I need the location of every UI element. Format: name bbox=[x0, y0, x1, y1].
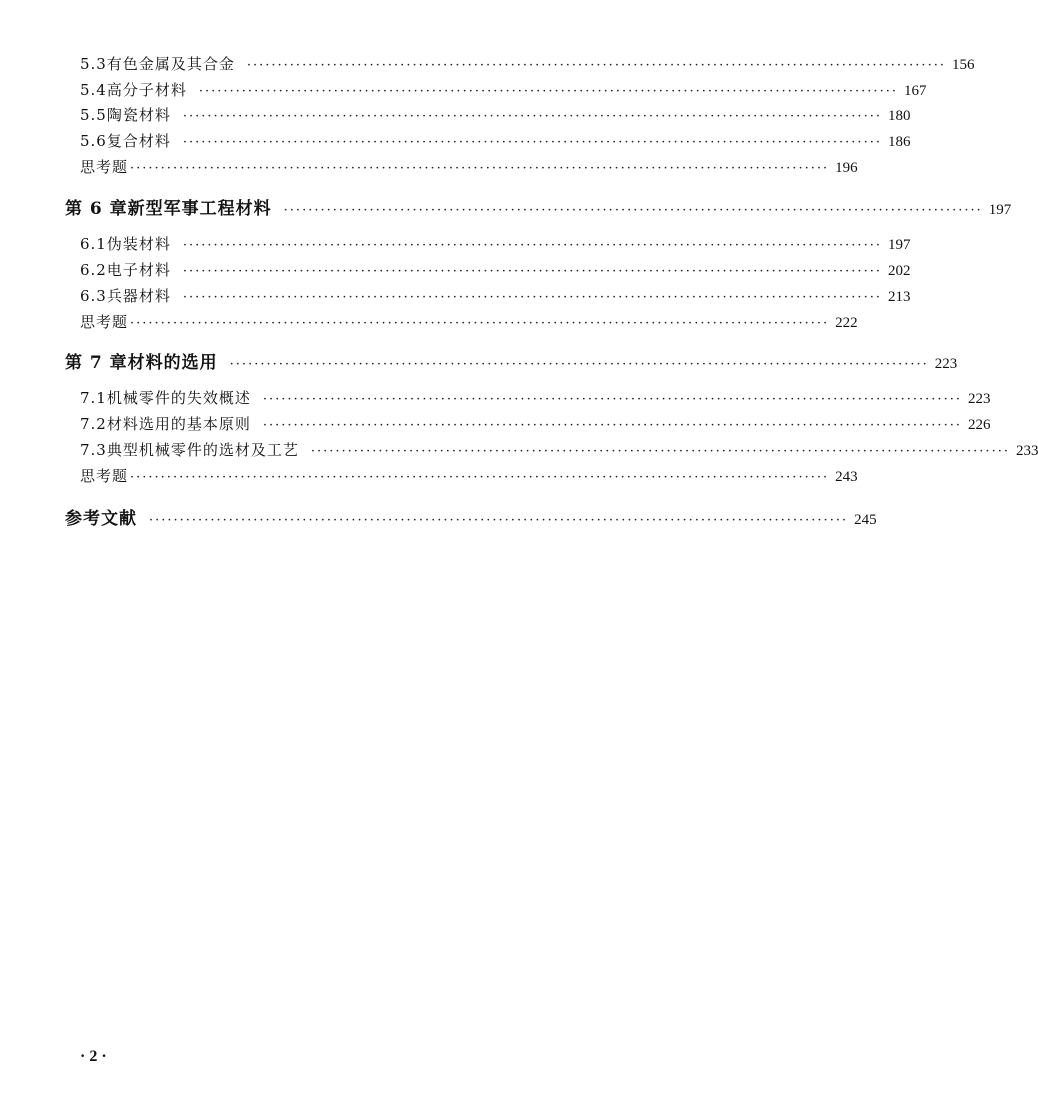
dot-leader: ·················································································································· bbox=[246, 58, 946, 73]
section-number: 6.3 bbox=[80, 287, 107, 305]
toc-entry-7-3[interactable] bbox=[80, 439, 1038, 460]
page-number: 196 bbox=[835, 160, 858, 176]
section-number: 5.3 bbox=[80, 55, 107, 73]
toc-entry-6-2[interactable] bbox=[80, 259, 911, 280]
dot-leader: ·················································································································· bbox=[262, 418, 962, 433]
section-title: 材料选用的基本原则 bbox=[106, 415, 251, 433]
section-title: 复合材料 bbox=[106, 132, 171, 150]
dot-leader: ·················································································································· bbox=[310, 444, 1010, 459]
toc-entry-exercises-5[interactable] bbox=[80, 156, 858, 177]
page-number: 167 bbox=[903, 83, 927, 99]
chapter-title: 材料的选用 bbox=[127, 353, 218, 373]
section-title: 高分子材料 bbox=[106, 81, 187, 99]
page-number: 202 bbox=[887, 263, 911, 279]
toc-entry-5-5[interactable] bbox=[80, 104, 911, 125]
page-number: 223 bbox=[934, 356, 958, 372]
chapter-number: 第 6 章 bbox=[65, 199, 128, 219]
section-number: 7.3 bbox=[80, 441, 107, 459]
exercises-title: 思考题 bbox=[80, 158, 129, 176]
chapter-number: 第 7 章 bbox=[65, 353, 128, 373]
dot-leader: ·················································································································· bbox=[229, 357, 929, 372]
section-number: 5.4 bbox=[80, 81, 107, 99]
page-number: 243 bbox=[835, 469, 858, 485]
section-number: 5.6 bbox=[80, 132, 107, 150]
toc-entry-6-3[interactable] bbox=[80, 285, 911, 306]
exercises-title: 思考题 bbox=[80, 313, 129, 331]
dot-leader: ·················································································································· bbox=[262, 392, 962, 407]
toc-entry-6-1[interactable] bbox=[80, 233, 911, 254]
section-title: 电子材料 bbox=[106, 261, 171, 279]
section-number: 6.1 bbox=[80, 235, 107, 253]
page-number: 223 bbox=[967, 391, 991, 407]
dot-leader: ·················································································································· bbox=[182, 109, 882, 124]
toc-entry-5-3[interactable] bbox=[80, 53, 975, 74]
dot-leader: ·················································································································· bbox=[130, 316, 830, 331]
page-footer-number: · 2 · bbox=[80, 1048, 107, 1065]
dot-leader: ·················································································································· bbox=[182, 290, 882, 305]
section-title: 机械零件的失效概述 bbox=[106, 389, 251, 407]
page-number: 156 bbox=[951, 57, 975, 73]
toc-entry-5-6[interactable] bbox=[80, 130, 911, 151]
page-number: 226 bbox=[967, 417, 991, 433]
toc-references[interactable] bbox=[65, 504, 877, 529]
dot-leader: ·················································································································· bbox=[182, 135, 882, 150]
page-number: 245 bbox=[854, 512, 877, 528]
toc-entry-5-4[interactable] bbox=[80, 79, 927, 100]
section-title: 陶瓷材料 bbox=[106, 106, 171, 124]
toc-entry-7-2[interactable] bbox=[80, 413, 991, 434]
page-number: 233 bbox=[1015, 443, 1038, 459]
section-number: 7.2 bbox=[80, 415, 107, 433]
section-title: 伪装材料 bbox=[106, 235, 171, 253]
section-title: 兵器材料 bbox=[106, 287, 171, 305]
dot-leader: ·················································································································· bbox=[198, 84, 898, 99]
page-number: 180 bbox=[887, 108, 911, 124]
page-number: 186 bbox=[887, 134, 911, 150]
exercises-title: 思考题 bbox=[80, 467, 129, 485]
page-number: 197 bbox=[887, 237, 911, 253]
page-number: 197 bbox=[988, 202, 1012, 218]
dot-leader: ·················································································································· bbox=[182, 238, 882, 253]
dot-leader: ·················································································································· bbox=[182, 264, 882, 279]
section-number: 5.5 bbox=[80, 106, 107, 124]
toc-entry-7-1[interactable] bbox=[80, 387, 991, 408]
toc-chapter-7[interactable] bbox=[65, 348, 958, 373]
section-title: 典型机械零件的选材及工艺 bbox=[106, 441, 299, 459]
references-title: 参考文献 bbox=[65, 509, 137, 529]
section-title: 有色金属及其合金 bbox=[106, 55, 235, 73]
dot-leader: ·················································································································· bbox=[130, 161, 830, 176]
dot-leader: ·················································································································· bbox=[283, 203, 983, 218]
section-number: 7.1 bbox=[80, 389, 107, 407]
dot-leader: ·················································································································· bbox=[130, 470, 830, 485]
page-number: 213 bbox=[887, 289, 911, 305]
chapter-title: 新型军事工程材料 bbox=[127, 199, 272, 219]
section-number: 6.2 bbox=[80, 261, 107, 279]
toc-entry-exercises-7[interactable] bbox=[80, 465, 858, 486]
dot-leader: ·················································································································· bbox=[149, 513, 849, 528]
toc-entry-exercises-6[interactable] bbox=[80, 311, 858, 332]
page-number: 222 bbox=[835, 315, 858, 331]
toc-chapter-6[interactable] bbox=[65, 194, 1012, 219]
